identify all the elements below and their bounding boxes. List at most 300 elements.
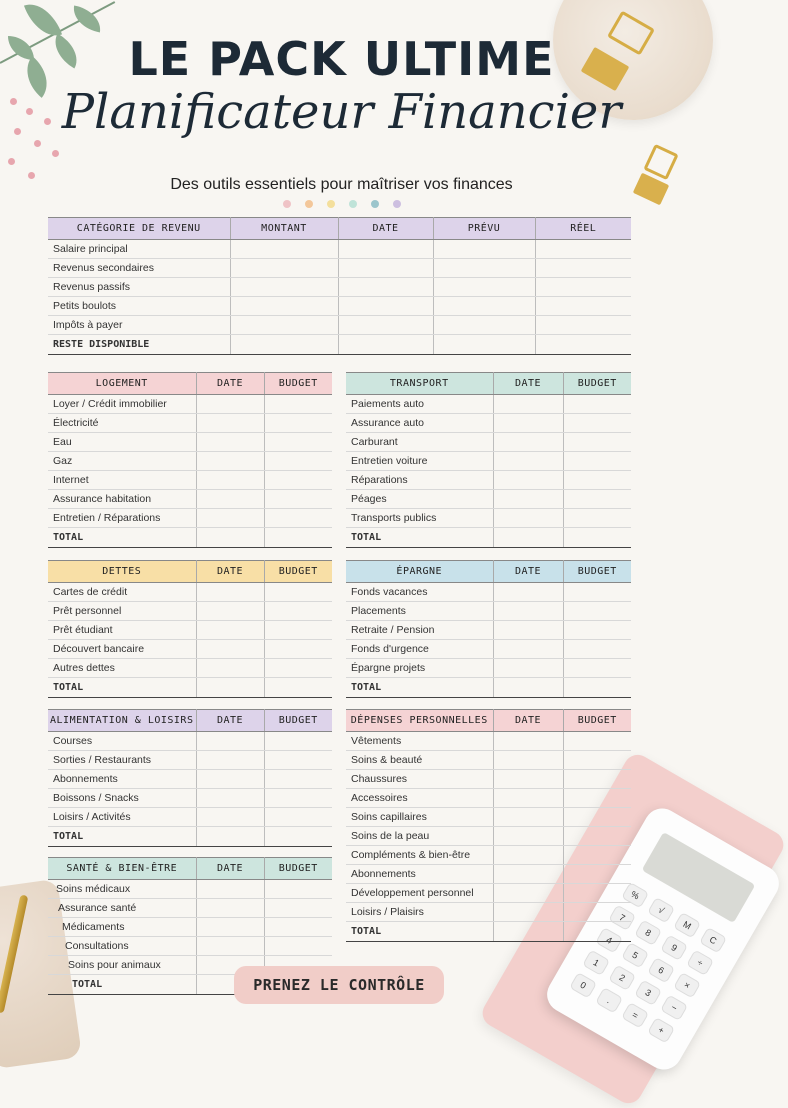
total-cell[interactable] [338, 335, 433, 355]
color-dots [0, 200, 683, 208]
input-cell[interactable] [264, 602, 332, 621]
table-row [48, 490, 332, 509]
calculator-key: 8 [634, 919, 662, 946]
table-body [346, 732, 631, 942]
table-row [346, 452, 631, 471]
calculator-key: 4 [595, 927, 623, 954]
input-cell[interactable] [196, 770, 264, 789]
row-label: Assurance santé [48, 899, 196, 918]
input-cell[interactable] [563, 808, 631, 827]
input-cell[interactable] [563, 621, 631, 640]
input-cell[interactable] [563, 659, 631, 678]
calculator-key: × [673, 972, 701, 999]
input-cell[interactable] [493, 583, 563, 602]
table-row [346, 433, 631, 452]
row-label: Fonds vacances [346, 583, 493, 602]
total-cell[interactable] [563, 922, 631, 942]
table-row [346, 509, 631, 528]
table-row [48, 395, 332, 414]
input-cell[interactable] [563, 732, 631, 751]
row-label: Prêt étudiant [48, 621, 196, 640]
calculator-key: + [647, 1017, 675, 1044]
row-label: Soins capillaires [346, 808, 493, 827]
column-header: DATE [196, 561, 264, 583]
input-cell[interactable] [230, 240, 338, 259]
input-cell[interactable] [493, 471, 563, 490]
column-header: DATE [493, 561, 563, 583]
input-cell[interactable] [535, 240, 631, 259]
table-row [346, 770, 631, 789]
input-cell[interactable] [563, 509, 631, 528]
row-label: Vêtements [346, 732, 493, 751]
total-cell[interactable] [493, 528, 563, 548]
table-header [48, 373, 332, 395]
column-header: BUDGET [264, 561, 332, 583]
input-cell[interactable] [338, 259, 433, 278]
total-label: TOTAL [48, 678, 196, 698]
input-cell[interactable] [264, 732, 332, 751]
row-label: Transports publics [346, 509, 493, 528]
total-cell[interactable] [563, 678, 631, 698]
total-cell[interactable] [196, 678, 264, 698]
column-header: ALIMENTATION & LOISIRS [48, 710, 196, 732]
row-label: Développement personnel [346, 884, 493, 903]
input-cell[interactable] [230, 297, 338, 316]
input-cell[interactable] [264, 751, 332, 770]
table-row [346, 732, 631, 751]
input-cell[interactable] [196, 751, 264, 770]
input-cell[interactable] [563, 471, 631, 490]
input-cell[interactable] [264, 770, 332, 789]
total-cell[interactable] [230, 335, 338, 355]
column-header: BUDGET [264, 710, 332, 732]
row-label: Réparations [346, 471, 493, 490]
input-cell[interactable] [563, 452, 631, 471]
subtitle: Des outils essentiels pour maîtriser vos finances [170, 176, 513, 193]
total-row [48, 335, 631, 355]
row-label: Revenus passifs [48, 278, 230, 297]
table-row [48, 414, 332, 433]
table-body [48, 732, 332, 847]
input-cell[interactable] [493, 490, 563, 509]
column-header: DETTES [48, 561, 196, 583]
column-header: DÉPENSES PERSONNELLES [346, 710, 493, 732]
table-row [48, 659, 332, 678]
input-cell[interactable] [493, 770, 563, 789]
column-header: PRÉVU [433, 218, 535, 240]
total-cell[interactable] [264, 827, 332, 847]
total-label: TOTAL [48, 528, 196, 548]
input-cell[interactable] [493, 903, 563, 922]
table-header [48, 858, 332, 880]
column-header: DATE [196, 373, 264, 395]
input-cell[interactable] [563, 789, 631, 808]
row-label: Eau [48, 433, 196, 452]
input-cell[interactable] [493, 659, 563, 678]
table-row [346, 751, 631, 770]
input-cell[interactable] [563, 490, 631, 509]
input-cell[interactable] [563, 770, 631, 789]
column-header: ÉPARGNE [346, 561, 493, 583]
row-label: Accessoires [346, 789, 493, 808]
table-header [48, 710, 332, 732]
table-row [48, 452, 332, 471]
table-row [48, 509, 332, 528]
input-cell[interactable] [563, 640, 631, 659]
calculator-key: √ [647, 897, 675, 924]
row-label: Entretien voiture [346, 452, 493, 471]
table-row [346, 865, 631, 884]
column-header: BUDGET [264, 373, 332, 395]
table-row [346, 414, 631, 433]
row-label: Abonnements [346, 865, 493, 884]
input-cell[interactable] [264, 808, 332, 827]
input-cell[interactable] [196, 621, 264, 640]
total-cell[interactable] [264, 678, 332, 698]
table-row [346, 846, 631, 865]
column-header: DATE [338, 218, 433, 240]
input-cell[interactable] [196, 789, 264, 808]
input-cell[interactable] [196, 659, 264, 678]
input-cell[interactable] [196, 509, 264, 528]
column-header: LOGEMENT [48, 373, 196, 395]
row-label: Fonds d'urgence [346, 640, 493, 659]
input-cell[interactable] [264, 452, 332, 471]
input-cell[interactable] [264, 937, 332, 956]
table-row [48, 789, 332, 808]
input-cell[interactable] [433, 278, 535, 297]
row-label: Péages [346, 490, 493, 509]
color-dot [349, 200, 357, 208]
calculator-key: 9 [660, 934, 688, 961]
row-label: Épargne projets [346, 659, 493, 678]
table-row [346, 395, 631, 414]
column-header: SANTÉ & BIEN-ÊTRE [48, 858, 196, 880]
input-cell[interactable] [230, 316, 338, 335]
total-cell[interactable] [196, 528, 264, 548]
input-cell[interactable] [493, 452, 563, 471]
page-title: LE PACK ULTIME [128, 32, 555, 86]
table-row [346, 621, 631, 640]
row-label: Carburant [346, 433, 493, 452]
table-row [48, 918, 332, 937]
table-header [48, 561, 332, 583]
input-cell[interactable] [196, 471, 264, 490]
column-header: DATE [196, 710, 264, 732]
total-cell[interactable] [493, 678, 563, 698]
row-label: Compléments & bien-être [346, 846, 493, 865]
input-cell[interactable] [535, 297, 631, 316]
epargne-table [346, 560, 631, 698]
table-row [48, 583, 332, 602]
table-row [48, 278, 631, 297]
total-cell[interactable] [493, 922, 563, 942]
row-label: Paiements auto [346, 395, 493, 414]
row-label: Soins de la peau [346, 827, 493, 846]
input-cell[interactable] [493, 433, 563, 452]
input-cell[interactable] [264, 471, 332, 490]
input-cell[interactable] [196, 583, 264, 602]
input-cell[interactable] [433, 240, 535, 259]
table-body [48, 395, 332, 548]
table-row [346, 640, 631, 659]
input-cell[interactable] [433, 259, 535, 278]
row-label: Prêt personnel [48, 602, 196, 621]
total-cell[interactable] [264, 528, 332, 548]
column-header: BUDGET [264, 858, 332, 880]
input-cell[interactable] [338, 278, 433, 297]
column-header: BUDGET [563, 373, 631, 395]
input-cell[interactable] [230, 259, 338, 278]
row-label: Loisirs / Activités [48, 808, 196, 827]
input-cell[interactable] [493, 414, 563, 433]
column-header: DATE [493, 710, 563, 732]
row-label: Abonnements [48, 770, 196, 789]
column-header: BUDGET [563, 710, 631, 732]
input-cell[interactable] [493, 621, 563, 640]
total-label: TOTAL [48, 975, 196, 995]
row-label: Découvert bancaire [48, 640, 196, 659]
row-label: Loisirs / Plaisirs [346, 903, 493, 922]
total-cell[interactable] [433, 335, 535, 355]
row-label: Gaz [48, 452, 196, 471]
input-cell[interactable] [196, 640, 264, 659]
row-label: Assurance auto [346, 414, 493, 433]
input-cell[interactable] [196, 880, 264, 899]
input-cell[interactable] [493, 751, 563, 770]
dettes-table [48, 560, 332, 698]
income-table [48, 217, 631, 355]
color-dot [371, 200, 379, 208]
input-cell[interactable] [563, 884, 631, 903]
header-row [48, 218, 631, 240]
input-cell[interactable] [264, 880, 332, 899]
input-cell[interactable] [433, 297, 535, 316]
total-row [48, 827, 332, 847]
input-cell[interactable] [264, 621, 332, 640]
table-row [48, 937, 332, 956]
table-row [346, 827, 631, 846]
row-label: Loyer / Crédit immobilier [48, 395, 196, 414]
total-row [48, 678, 332, 698]
input-cell[interactable] [535, 278, 631, 297]
calculator-key: 3 [634, 979, 662, 1006]
binder-clip-small-wire [643, 144, 678, 180]
table-row [48, 899, 332, 918]
row-label: Revenus secondaires [48, 259, 230, 278]
row-label: Courses [48, 732, 196, 751]
table-body [48, 240, 631, 355]
input-cell[interactable] [264, 433, 332, 452]
row-label: Consultations [48, 937, 196, 956]
input-cell[interactable] [264, 395, 332, 414]
table-row [346, 808, 631, 827]
table-row [48, 297, 631, 316]
input-cell[interactable] [493, 640, 563, 659]
row-label: Autres dettes [48, 659, 196, 678]
input-cell[interactable] [493, 808, 563, 827]
row-label: Entretien / Réparations [48, 509, 196, 528]
input-cell[interactable] [264, 789, 332, 808]
script-title: Planificateur Financier [61, 84, 622, 140]
header-row [48, 561, 332, 583]
input-cell[interactable] [563, 583, 631, 602]
row-label: Internet [48, 471, 196, 490]
header-row [346, 710, 631, 732]
input-cell[interactable] [535, 259, 631, 278]
total-label: TOTAL [346, 528, 493, 548]
table-row [48, 880, 332, 899]
total-cell[interactable] [535, 335, 631, 355]
total-row [48, 528, 332, 548]
table-row [48, 240, 631, 259]
total-row [346, 528, 631, 548]
table-row [346, 789, 631, 808]
row-label: Petits boulots [48, 297, 230, 316]
input-cell[interactable] [563, 865, 631, 884]
input-cell[interactable] [264, 899, 332, 918]
total-cell[interactable] [196, 827, 264, 847]
color-dot [283, 200, 291, 208]
column-header: CATÉGORIE DE REVENU [48, 218, 230, 240]
header-row [48, 373, 332, 395]
input-cell[interactable] [196, 414, 264, 433]
column-header: DATE [493, 373, 563, 395]
logement-table [48, 372, 332, 548]
row-label: Médicaments [48, 918, 196, 937]
table-row [48, 471, 332, 490]
table-row [48, 621, 332, 640]
input-cell[interactable] [535, 316, 631, 335]
take-control-button[interactable]: PRENEZ LE CONTRÔLE [234, 966, 444, 1004]
table-row [48, 751, 332, 770]
input-cell[interactable] [196, 490, 264, 509]
header-row [48, 858, 332, 880]
input-cell[interactable] [196, 452, 264, 471]
input-cell[interactable] [493, 827, 563, 846]
color-dot [393, 200, 401, 208]
input-cell[interactable] [264, 509, 332, 528]
table-row [346, 490, 631, 509]
row-label: Soins pour animaux [48, 956, 196, 975]
table-row [346, 659, 631, 678]
column-header: RÉEL [535, 218, 631, 240]
input-cell[interactable] [264, 918, 332, 937]
column-header: TRANSPORT [346, 373, 493, 395]
calculator-key: 5 [621, 942, 649, 969]
column-header: BUDGET [563, 561, 631, 583]
input-cell[interactable] [338, 240, 433, 259]
input-cell[interactable] [493, 732, 563, 751]
header-row [346, 373, 631, 395]
calculator-key: M [673, 912, 701, 939]
input-cell[interactable] [493, 865, 563, 884]
input-cell[interactable] [196, 808, 264, 827]
input-cell[interactable] [196, 918, 264, 937]
input-cell[interactable] [493, 846, 563, 865]
input-cell[interactable] [563, 846, 631, 865]
input-cell[interactable] [563, 827, 631, 846]
table-row [48, 316, 631, 335]
total-label: RESTE DISPONIBLE [48, 335, 230, 355]
total-row [346, 922, 631, 942]
row-label: Boissons / Snacks [48, 789, 196, 808]
total-label: TOTAL [346, 678, 493, 698]
header-row [346, 561, 631, 583]
input-cell[interactable] [196, 395, 264, 414]
input-cell[interactable] [196, 732, 264, 751]
input-cell[interactable] [264, 640, 332, 659]
table-header [346, 373, 631, 395]
input-cell[interactable] [493, 884, 563, 903]
total-label: TOTAL [346, 922, 493, 942]
input-cell[interactable] [563, 903, 631, 922]
input-cell[interactable] [264, 583, 332, 602]
table-row [346, 884, 631, 903]
calculator-key: 7 [608, 904, 636, 931]
input-cell[interactable] [493, 789, 563, 808]
total-label: TOTAL [48, 827, 196, 847]
depenses-table [346, 709, 631, 942]
input-cell[interactable] [196, 602, 264, 621]
input-cell[interactable] [196, 937, 264, 956]
row-label: Cartes de crédit [48, 583, 196, 602]
input-cell[interactable] [338, 297, 433, 316]
input-cell[interactable] [563, 751, 631, 770]
input-cell[interactable] [196, 899, 264, 918]
input-cell[interactable] [196, 433, 264, 452]
header-row [48, 710, 332, 732]
input-cell[interactable] [493, 509, 563, 528]
row-label: Impôts à payer [48, 316, 230, 335]
column-header: MONTANT [230, 218, 338, 240]
table-body [48, 583, 332, 698]
calculator-key: C [699, 927, 727, 954]
input-cell[interactable] [563, 395, 631, 414]
table-row [346, 903, 631, 922]
calculator-key: 2 [608, 964, 636, 991]
input-cell[interactable] [264, 659, 332, 678]
column-header: DATE [196, 858, 264, 880]
input-cell[interactable] [493, 395, 563, 414]
row-label: Assurance habitation [48, 490, 196, 509]
calculator-key: 6 [647, 957, 675, 984]
input-cell[interactable] [338, 316, 433, 335]
calculator-key: . [595, 987, 623, 1014]
input-cell[interactable] [563, 414, 631, 433]
input-cell[interactable] [493, 602, 563, 621]
color-dot [327, 200, 335, 208]
table-header [346, 561, 631, 583]
calculator-key: 0 [569, 972, 597, 999]
input-cell[interactable] [563, 433, 631, 452]
input-cell[interactable] [230, 278, 338, 297]
total-cell[interactable] [563, 528, 631, 548]
table-row [346, 583, 631, 602]
calculator-key: 1 [582, 949, 610, 976]
color-dot [305, 200, 313, 208]
table-header [48, 218, 631, 240]
table-row [48, 259, 631, 278]
input-cell[interactable] [264, 414, 332, 433]
row-label: Électricité [48, 414, 196, 433]
table-row [48, 433, 332, 452]
input-cell[interactable] [264, 490, 332, 509]
input-cell[interactable] [563, 602, 631, 621]
calculator-key: ÷ [686, 949, 714, 976]
alimentation-table [48, 709, 332, 847]
input-cell[interactable] [433, 316, 535, 335]
